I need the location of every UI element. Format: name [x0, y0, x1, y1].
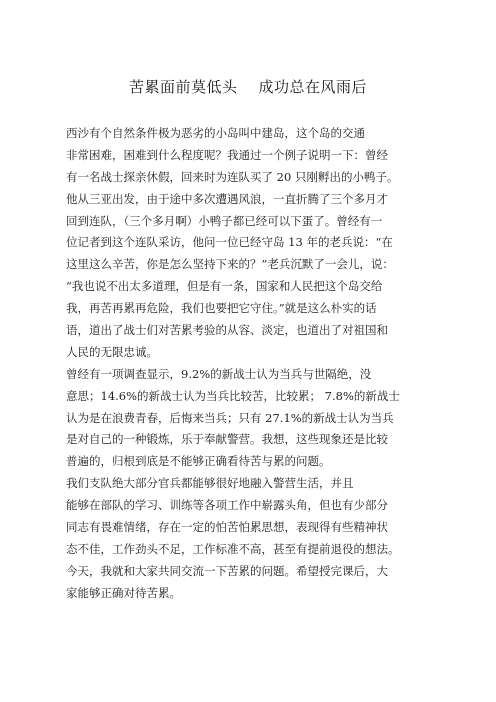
- paragraph-1: [66, 123, 436, 364]
- text-line: 有一名战士探亲休假，回来时为连队买了 20 只刚孵出的小鸭子。: [66, 169, 399, 184]
- text-line: 语，道出了战士们对苦累考验的从容、淡定，也道出了对祖国和: [66, 323, 388, 338]
- text-line: 位记者到这个连队采访，他问一位已经守岛 13 年的老兵说：“在: [66, 235, 393, 250]
- text-line: 普遍的，归根到底是不能够正确看待苦与累的问题。: [66, 454, 331, 469]
- text-line: 回到连队，（三个多月啊）小鸭子都已经可以下蛋了。曾经有一: [66, 213, 383, 228]
- text-line: 西沙有个自然条件极为恶劣的小岛叫中建岛，这个岛的交通: [66, 126, 365, 140]
- text-line: 我们支队绝大部分官兵都能够很好地融入警营生活，并且: [66, 476, 354, 491]
- text-line: 我，再苦再累再危险，我们也要把它守住。”就是这么朴实的话: [66, 301, 377, 316]
- paragraph-2: [66, 364, 436, 473]
- paragraph-3: [66, 473, 436, 604]
- text-line: 这里这么辛苦，你是怎么坚持下来的？”老兵沉默了一会儿，说：: [66, 257, 394, 272]
- document-body: [66, 123, 436, 605]
- text-line: 意思；14.6%的新战士认为当兵比较苦，比较累； 7.8%的新战士: [66, 388, 400, 403]
- text-line: 非常困难，困难到什么程度呢？我通过一个例子说明一下：曾经: [66, 147, 388, 162]
- text-line: 同志有畏难情绪，存在一定的怕苦怕累思想，表现得有些精神状: [66, 520, 388, 535]
- text-line: 人民的无限忠诚。: [66, 344, 158, 359]
- text-line: 今天，我就和大家共同交流一下苦累的问题。希望授完课后，大: [66, 563, 388, 578]
- text-line: 态不佳，工作劲头不足，工作标准不高，甚至有提前退役的想法。: [66, 541, 400, 556]
- text-line: 他从三亚出发，由于途中多次遭遇风浪，一直折腾了三个多月才: [66, 191, 388, 206]
- text-line: 能够在部队的学习、训练等各项工作中崭露头角，但也有少部分: [66, 498, 388, 513]
- document-title: 苦累面前莫低头 成功总在风雨后: [128, 78, 368, 96]
- text-line: 是对自己的一种锻炼，乐于奉献警营。我想，这些现象还是比较: [66, 432, 388, 447]
- text-line: 家能够正确对待苦累。: [66, 585, 181, 600]
- text-line: 认为是在浪费青春，后悔来当兵；只有 27.1%的新战士认为当兵: [66, 410, 394, 425]
- text-line: 曾经有一项调查显示，9.2%的新战士认为当兵与世隔绝，没: [66, 366, 372, 381]
- text-line: “我也说不出太多道理，但是有一条，国家和人民把这个岛交给: [66, 279, 383, 294]
